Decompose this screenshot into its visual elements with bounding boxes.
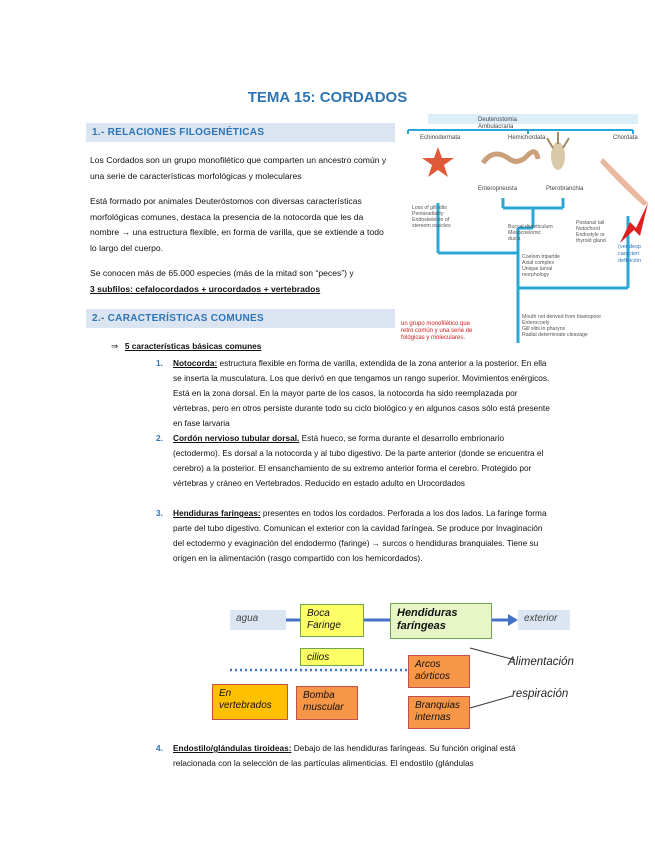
hemichordata-label: Hemichordata [508, 135, 546, 141]
section-heading-1: 1.- RELACIONES FILOGENÉTICAS [86, 123, 395, 142]
bullet-text: 5 características básicas comunes [124, 341, 262, 351]
page-title: TEMA 15: CORDADOS [247, 89, 408, 106]
deuterostomia-label: Deuterostomia [478, 117, 518, 123]
list-item-2 [156, 431, 553, 491]
tree-label: Coelom tripartite [522, 254, 561, 260]
tree-label: Notochord [576, 226, 600, 232]
tree-label: Unique larval [522, 266, 553, 272]
tree-label: Axial complex [522, 260, 555, 266]
tree-label: morphology [522, 272, 550, 278]
bullet-line [111, 339, 261, 354]
tree-label: Endoskeleton of [412, 217, 450, 223]
list-text: presentes en todos los cordados. Perforada a los dos lados. La faringe forma parte del tubo digestivo. Comunican el exterior con la cavidad faríngea. Se produce por Invaginación del ectodermo y evaginación del endodermo (faringe) → surcos o hendiduras branquiales. Tiene su origen en la alimentación (rasgo compartido con los hemicordados). [173, 508, 547, 563]
list-term: Notocorda: [173, 358, 218, 368]
paragraph-3 [90, 266, 392, 297]
enteropneusta-label: Enteropneusta [478, 186, 518, 192]
tree-labels-right [576, 220, 606, 244]
list-term: Cordón nervioso tubular dorsal. [173, 433, 300, 443]
section-heading-2: 2.- CARACTERÍSTICAS COMUNES [86, 309, 395, 328]
tree-label: stereom ossicles [412, 223, 451, 229]
list-item-3 [156, 506, 553, 566]
tree-label: Mouth not derived from blastopore [522, 314, 602, 320]
pterobranch-image [547, 132, 569, 170]
hendiduras-box: Hendiduras faríngeas [390, 603, 492, 639]
agua-box: agua [230, 610, 286, 630]
en-vertebrados-box: En vertebrados [212, 684, 288, 720]
starfish-image [422, 147, 454, 177]
tree-labels-base [522, 254, 560, 278]
list-term: Hendiduras faríngeas: [173, 508, 261, 518]
tree-label: Enterocoely [522, 320, 550, 326]
list-number: 1. [156, 358, 163, 368]
tree-label: ducts [508, 236, 521, 242]
chordata-label: Chordata [613, 135, 638, 141]
ambulacraria-label: Ambulacraria [478, 124, 514, 130]
echinodermata-label: Echinodermata [420, 135, 461, 141]
tree-label: Radial determinate cleavage [522, 332, 588, 338]
list-text: Está hueco, se forma durante el desarrollo embrionario (ectodermo). Es dorsal a la notocorda y al tubo digestivo. De la parte anterior (donde se encuentra el cerebro) a la posterior. El ensanchamiento de su extremo anterior forma el cerebro. Protegido por vértebras y cráneo en Vertebrados. Reducido en estado adulto en Urocordados [173, 433, 544, 488]
tree-label: Endostyle or [576, 232, 605, 238]
tree-label: Postanal tail [576, 220, 605, 226]
worm-image [483, 152, 538, 163]
arrow-icon: ⇒ [111, 341, 118, 351]
branquias-internas-box: Branquias internas [408, 696, 470, 729]
paragraph-1: Los Cordados son un grupo monofilético que comparten un ancestro común y una serie de características morfológicas y moleculares [90, 155, 387, 181]
list-text: estructura flexible en forma de varilla, extendida de la zona anterior a la posterior. En ella se inserta la musculatura. Los que derivó en que tengamos un rango superior. Movimientos enérgicos. Está en la zona dorsal. En la mayor parte de los casos, la notocorda ha sido reemplazada por vértebras, pero en otros persiste durante todo su ciclo biológico y en algunos casos sólo está presente en fase larvaria [173, 358, 550, 428]
list-term: Endostilo/glándulas tiroideas: [173, 743, 292, 753]
alimentacion-label: Alimentación [508, 656, 574, 668]
cilios-box: cilios [300, 648, 364, 666]
exterior-box: exterior [518, 610, 570, 630]
respiracion-label: respiración [512, 688, 569, 700]
red-arrow [620, 203, 648, 243]
pterobranchia-label: Pterobranchia [546, 186, 584, 192]
list-number: 3. [156, 508, 163, 518]
flow-diagram [219, 600, 574, 735]
tree-labels-root [522, 314, 601, 338]
boca-faringe-box: Boca Faringe [300, 604, 364, 637]
tree-label: Mesocoelomic [508, 230, 542, 236]
tree-label: thyroid gland [576, 238, 606, 244]
tree-label: Buccal diverticulum [508, 224, 553, 230]
list-number: 2. [156, 433, 163, 443]
red-note: un grupo monofilético que retro común y una serie de fológicas y moleculares. [401, 321, 473, 341]
ver-note: (ver desp caracterí definición [618, 244, 642, 264]
list-item-1 [156, 356, 553, 431]
list-text: Debajo de las hendiduras faríngeas. Su función original está relacionada con la selección de las partículas alimenticias. El endostilo (glándulas [173, 743, 516, 768]
subfilos-text: 3 subfilos: cefalocordados + urocordados + vertebrados [90, 283, 321, 294]
deuterostomia-bar [428, 114, 638, 124]
phylogeny-figure [398, 108, 655, 353]
tree-label: Gill slits in pharynx [522, 326, 566, 332]
paragraph-3-text: Se conocen más de 65.000 especies (más de la mitad son “peces”) y [90, 268, 354, 278]
bomba-muscular-box: Bomba muscular [296, 686, 358, 720]
tree-label: Pentaradiality [412, 211, 444, 217]
list-item-4 [156, 741, 553, 771]
arcos-aorticos-box: Arcos aórticos [408, 655, 470, 688]
paragraph-2: Está formado por animales Deuteróstomos con diversas características morfológicas comunes, destaca la presencia de la notocorda que les da nombre → una estructura flexible, en forma de varilla, que se extiende a todo lo largo del cuerpo. [90, 196, 384, 253]
tree-label: Loss of gill slits [412, 205, 447, 211]
tree-labels-left [412, 205, 451, 229]
list-number: 4. [156, 743, 163, 753]
lancelet-image [600, 158, 648, 206]
tree-labels-mid [508, 224, 553, 242]
